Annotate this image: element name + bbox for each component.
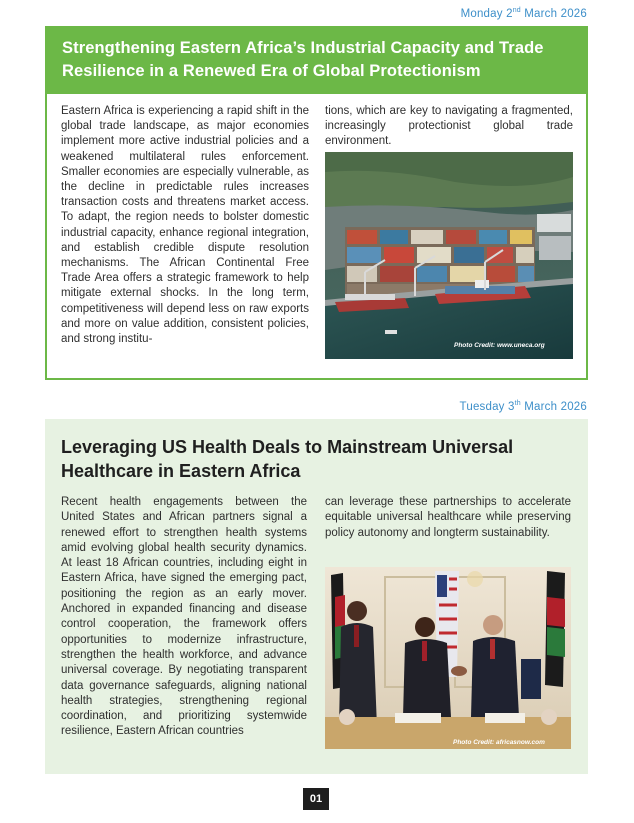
article1-title-bar <box>47 28 586 94</box>
article2-body-right: can leverage these partnerships to accelerate equitable universal healthcare while preserving policy autonomy and longterm sustainability. <box>325 496 571 539</box>
article2-date: Tuesday 3th March 2026 <box>459 400 587 413</box>
article1-body-left: Eastern Africa is experiencing a rapid shift in the global trade landscape, as major economies implement more active industrial policies and a weakened multilateral rules enforcement. Smaller economies are especially vulnerable, as the decline in predictable rules increases transaction costs and threatens market access. To adapt, the region needs to bolster domestic industrial capacity, enhance regional integration, and establish credible dispute resolution mechanisms. The African Continental Free Trade Area offers a strategic framework to help mitigate external shocks. In the long term, competitiveness will depend less on raw exports and more on value addition, consistent policies, and strong institu- <box>61 105 309 346</box>
article1-photo-credit: Photo Credit: www.uneca.org <box>454 342 545 349</box>
article1-body-right: tions, which are key to navigating a fragmented, increasingly protectionist global trade environment. <box>325 105 573 148</box>
article2-card <box>45 419 588 774</box>
page-number: 01 <box>303 788 329 810</box>
article2-photo-credit: Photo Credit: africasnow.com <box>453 739 545 746</box>
article1-title: Strengthening Eastern Africa’s Industrial Capacity and Trade Resilience in a Renewed Era of Global Protectionism <box>62 39 544 80</box>
handshake-photo <box>325 567 571 749</box>
article1-card <box>45 26 588 380</box>
article2-body-left: Recent health engagements between the United States and African partners signal a renewed effort to strengthen health systems amid evolving global health security dynamics. At least 18 African countries, including eight in Eastern Africa, have signed the emerging pact, positioning the region as an early mover. Anchored in expanded financing and disease control cooperation, the framework offers opportunities to modernize infrastructure, strengthen the health workforce, and advance universal coverage. By negotiating transparent data governance safeguards, aligning national health strategies, strengthening regional coordination, and prioritizing systemwide resilience, Eastern African countries <box>61 496 307 738</box>
article1-date: Monday 2nd March 2026 <box>460 7 587 20</box>
article2-title: Leveraging US Health Deals to Mainstream Universal Healthcare in Eastern Africa <box>61 437 514 481</box>
port-aerial-photo <box>325 152 573 359</box>
